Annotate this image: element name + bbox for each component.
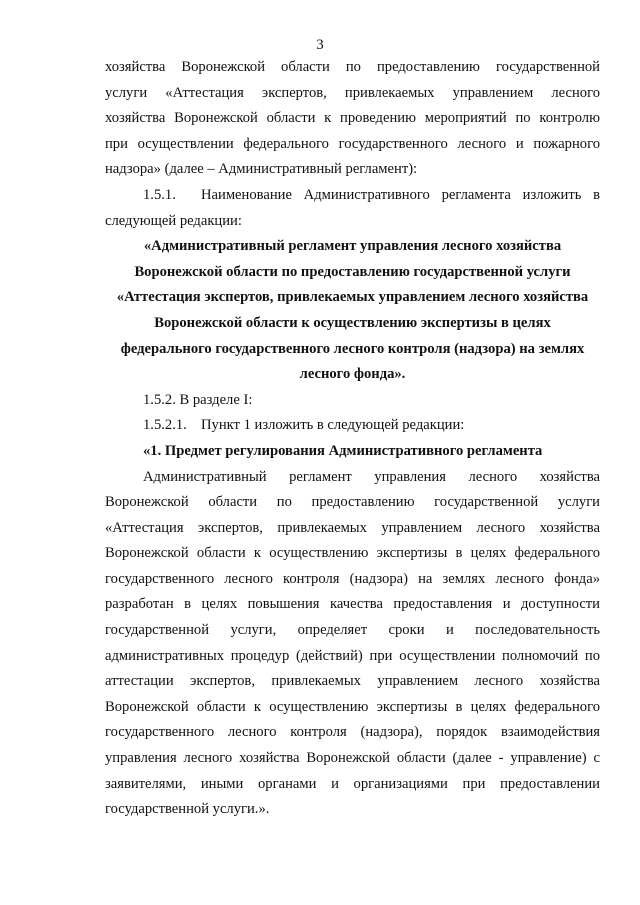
intro-line: при осуществлении федерального государственного лесного и пожарного [105,135,600,152]
clause-text: Пункт 1 изложить в следующей редакции: [201,417,465,434]
intro-line: хозяйства Воронежской области по предоставлению государственной [105,59,600,75]
section-1-line: государственного лесного контроля (надзора) на землях лесного фонда» [105,570,600,587]
title-line: лесного фонда». [299,366,406,383]
intro-paragraph [105,55,600,183]
clause-number: 1.5.2.1. [143,417,187,434]
new-regulation-title [105,234,600,388]
clause-1-5-2: 1.5.2. В разделе I: [143,391,253,408]
title-line: «Аттестация экспертов, привлекаемых управлением лесного хозяйства [116,289,589,306]
title-line: Воронежской области к осуществлению экспертизы в целях [154,314,551,331]
section-1-line: управления лесного хозяйства Воронежской области (далее - управление) с [105,750,600,767]
intro-line: хозяйства Воронежской области к проведению мероприятий по контролю [105,110,600,127]
section-1-line: «Аттестация экспертов, привлекаемых управлением лесного хозяйства [105,519,600,536]
section-1-line: аттестации экспертов, привлекаемых управлением лесного хозяйства [105,673,600,690]
section-1-line: государственной услуги, определяет сроки и последовательность [105,622,600,639]
section-1-line: административных процедур (действий) при осуществлении полномочий по [105,647,600,664]
section-1-line: заявителями, иными органами и организациями при предоставлении [105,775,600,792]
clause-text: Наименование Административного регламента изложить в [201,186,600,203]
clause-1-5-2-1 [105,413,600,439]
title-line: «Административный регламент управления лесного хозяйства [143,238,562,255]
title-line: Воронежской области по предоставлению государственной услуги [134,263,571,280]
section-1-line: Воронежской области по предоставлению государственной услуги [105,494,600,511]
title-line: федерального государственного лесного контроля (надзора) на землях [120,340,585,357]
clause-1-5-1 [105,183,600,234]
section-1-line: Воронежской области к осуществлению экспертизы в целях федерального [105,698,600,715]
clause-1-5-1-line [105,183,600,209]
section-1-line: государственной услуги.». [105,801,270,818]
section-1-line: разработан в целях повышения качества предоставления и доступности [105,596,600,613]
clause-number: 1.5.1. [143,186,176,203]
section-1-heading: «1. Предмет регулирования Административного регламента [143,442,543,459]
section-1-paragraph [105,465,600,823]
intro-line: услуги «Аттестация экспертов, привлекаемых управлением лесного [105,84,600,101]
page-number: 3 [316,37,324,53]
section-1-line: Административный регламент управления лесного хозяйства [143,468,600,485]
section-1-line: государственного лесного контроля (надзора), порядок взаимодействия [105,724,600,741]
section-1-line: Воронежской области к осуществлению экспертизы в целях федерального [105,545,600,562]
document-body [105,55,600,823]
clause-1-5-1-line: следующей редакции: [105,212,242,229]
intro-line: надзора» (далее – Административный регламент): [105,161,418,178]
